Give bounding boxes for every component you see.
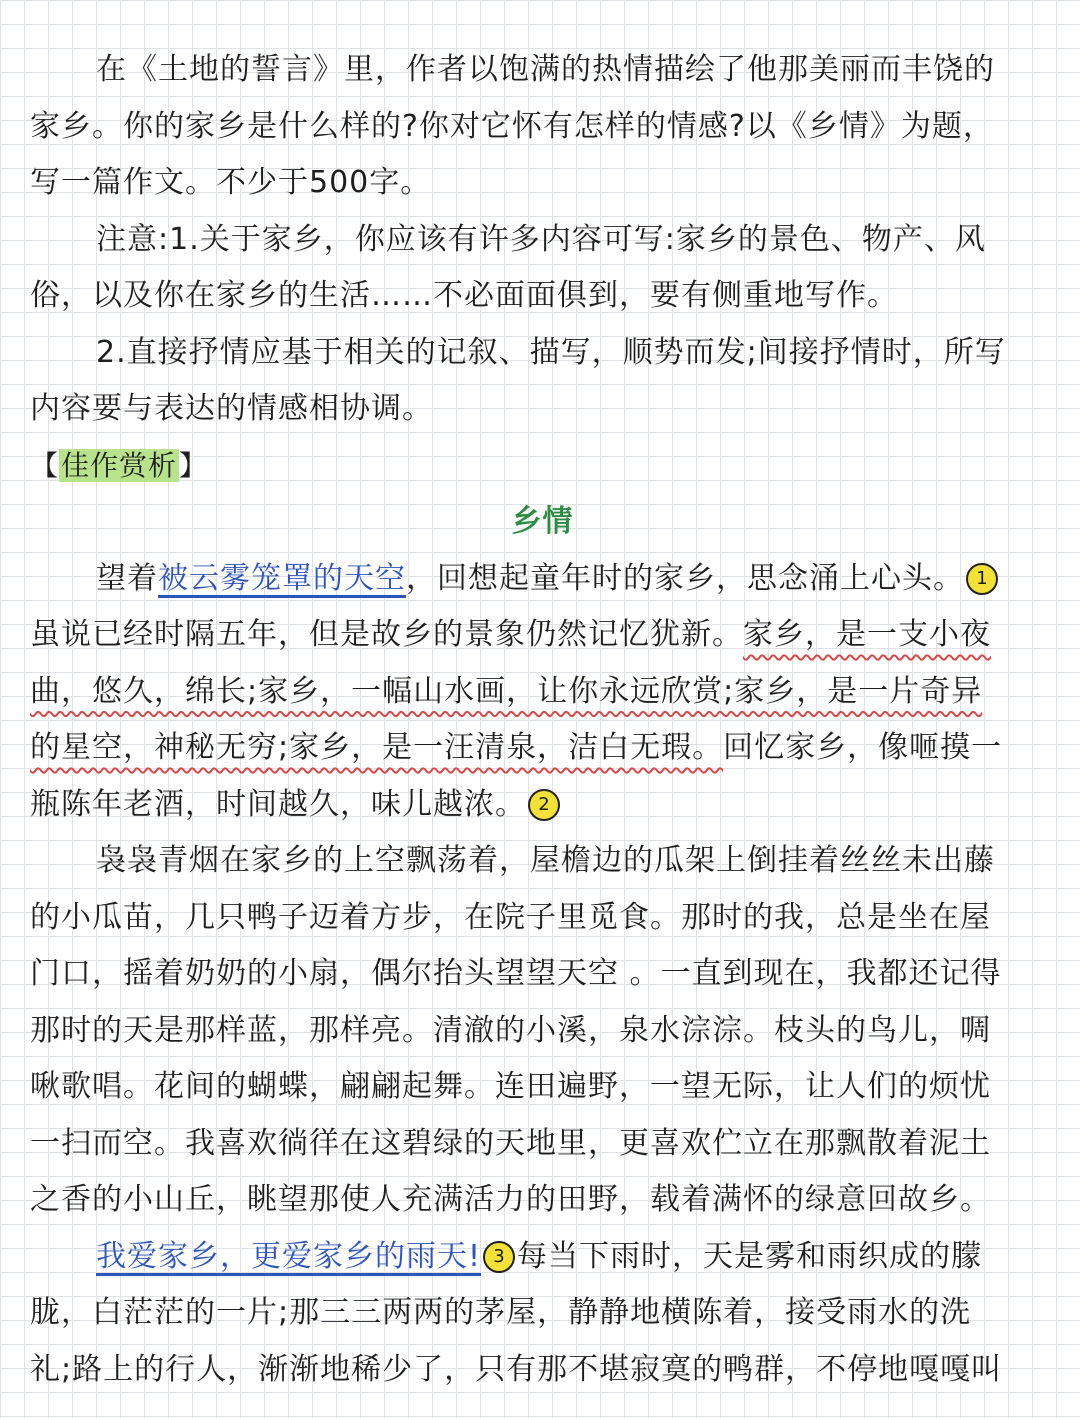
prompt-note-line: 俗，以及你在家乡的生活……不必面面俱到，要有侧重地写作。	[30, 278, 898, 313]
underlined-phrase: 我爱家乡，更爱家乡的雨天!	[96, 1238, 482, 1274]
essay-line: 的小瓜苗，几只鸭子迈着方步，在院子里觅食。那时的我，总是坐在屋	[30, 899, 991, 935]
essay-text: 每当下雨时，天是雾和雨织成的朦	[517, 1238, 983, 1274]
essay-line	[30, 607, 1055, 664]
section-tag-open: 【	[30, 448, 60, 482]
wavy-underlined-text: 家乡，是一支小夜	[743, 617, 991, 652]
prompt-note-line: 内容要与表达的情感相协调。	[30, 391, 433, 426]
wavy-underlined-text: 的星空，神秘无穷;家乡，是一汪清泉，洁白无瑕。	[30, 730, 724, 765]
essay-text: 望着	[96, 560, 158, 596]
essay-line: 礼;路上的行人，渐渐地稀少了，只有那不堪寂寞的鸭群，不停地嘎嘎叫	[30, 1351, 1003, 1387]
annotation-marker-2: 2	[528, 789, 560, 821]
essay-page	[30, 42, 1055, 1398]
essay-line: 胧，白茫茫的一片;那三三两两的茅屋，静静地横陈着，接受雨水的洗	[30, 1295, 972, 1330]
prompt-line: 家乡。你的家乡是什么样的?你对它怀有怎样的情感?以《乡情》为题，	[30, 108, 994, 144]
essay-text: 瓶陈年老酒，时间越久，味儿越浓。	[30, 786, 526, 822]
prompt-line: 在《土地的誓言》里，作者以饱满的热情描绘了他那美丽而丰饶的	[96, 52, 995, 87]
essay-text: 虽说已经时隔五年，但是故乡的景象仍然记忆犹新。	[30, 617, 743, 652]
essay-line: 门口，摇着奶奶的小扇，偶尔抬头望望天空 。一直到现在，我都还记得	[30, 956, 1002, 991]
essay-line: 啾歌唱。花间的蝴蝶，翩翩起舞。连田遍野，一望无际，让人们的烦忧	[30, 1069, 991, 1104]
prompt-line: 写一篇作文。不少于500字。	[30, 165, 432, 200]
essay-line: 之香的小山丘，眺望那使人充满活力的田野，载着满怀的绿意回故乡。	[30, 1182, 991, 1217]
prompt-note-line: 注意:1.关于家乡，你应该有许多内容可写:家乡的景色、物产、风	[96, 221, 986, 257]
essay-line	[30, 664, 1055, 721]
essay-text: 回忆家乡，像咂摸一	[723, 730, 1003, 765]
annotation-marker-1: 1	[966, 563, 998, 595]
prompt-note-line: 2.直接抒情应基于相关的记叙、描写，顺势而发;间接抒情时，所写	[96, 334, 1006, 370]
annotation-marker-3: 3	[483, 1241, 515, 1273]
section-tag-label: 佳作赏析	[61, 448, 178, 482]
section-tag-close: 】	[179, 448, 209, 482]
essay-line: 袅袅青烟在家乡的上空飘荡着，屋檐边的瓜架上倒挂着丝丝未出藤	[96, 843, 995, 878]
essay-line	[30, 720, 1055, 777]
essay-title: 乡情	[511, 504, 574, 539]
underlined-phrase: 被云雾笼罩的天空	[158, 560, 406, 596]
essay-line	[30, 777, 1055, 834]
wavy-underlined-text: 曲，悠久，绵长;家乡，一幅山水画，让你永远欣赏;家乡，是一片奇异	[30, 673, 983, 709]
essay-line: 那时的天是那样蓝，那样亮。清澈的小溪，泉水淙淙。枝头的鸟儿，啁	[30, 1012, 991, 1048]
essay-line	[30, 1229, 1055, 1286]
essay-line	[30, 551, 1055, 608]
essay-text: ，回想起童年时的家乡，思念涌上心头。	[406, 560, 964, 596]
section-tag	[30, 438, 1055, 495]
essay-line: 一扫而空。我喜欢徜徉在这碧绿的天地里，更喜欢伫立在那飘散着泥土	[30, 1125, 991, 1161]
